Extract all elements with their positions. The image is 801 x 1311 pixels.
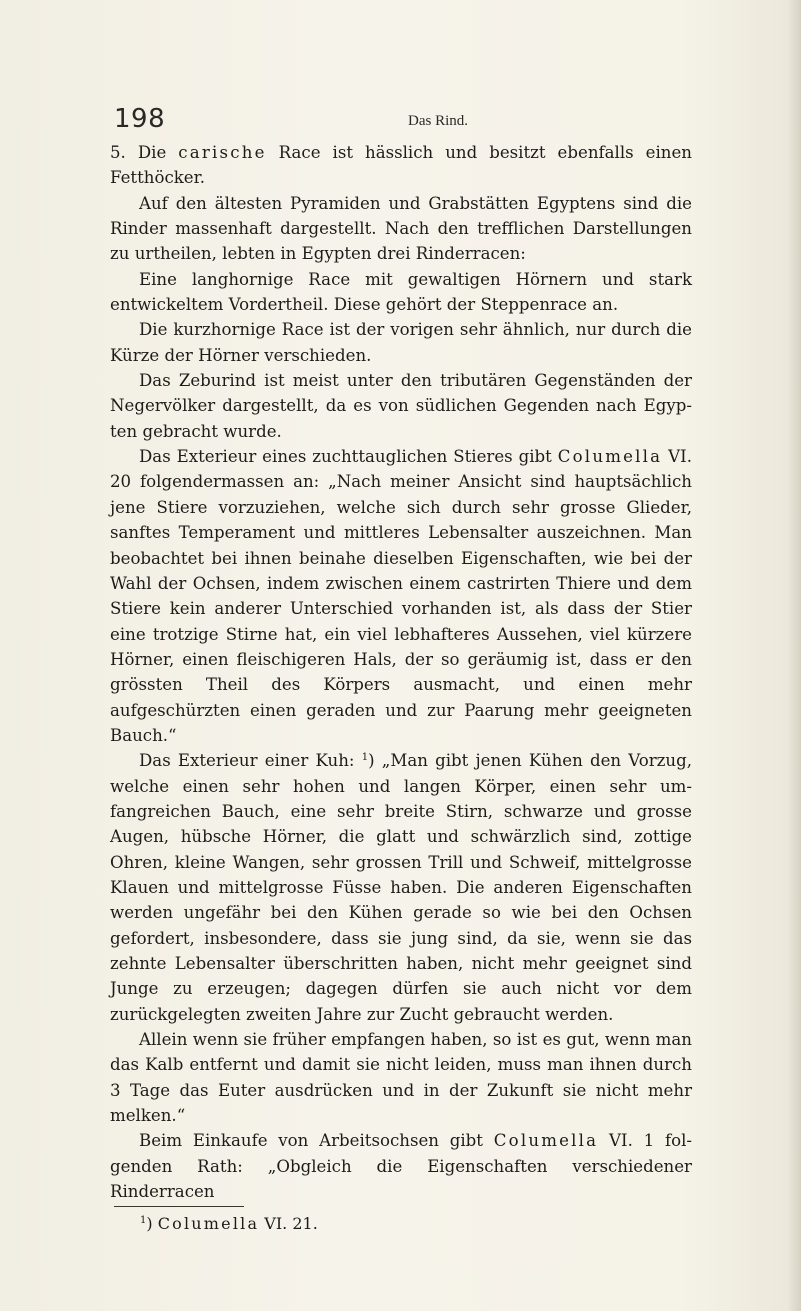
paragraph-exterieur-stier: Das Exterieur eines zuchttauglichen Stieres gibt Columella VI. 20 folgendermassen an: „Nach meiner Ansicht sind hauptsächlich jene Stiere vorzuziehen, welche sich durch sehr grosse Glieder, sanftes Temperament und mittleres Lebensalter auszeichnen. Man beobachtet bei ihnen beinahe dieselben Eigenschaften, wie bei der Wahl der Ochsen, indem zwischen einem castrirten Thiere und dem Stiere kein anderer Unterschied vorhanden ist, als dass der Stier eine trotzige Stirne hat, ein viel lebhafteres Aussehen, viel kürzere Hörner, einen fleischigeren Hals, der so geräumig ist, dass er den grössten Theil des Körpers ausmacht, und einen mehr aufgeschürzten einen geraden und zur Paarung mehr geeigneten Bauch.“ [110, 447, 692, 745]
paragraph-carische-race: 5. Die carische Race ist hässlich und besitzt ebenfalls einen Fetthöcker. [110, 143, 692, 188]
author-name: Columella [493, 1131, 599, 1151]
body-text [110, 140, 692, 1204]
page-number: 198 [114, 104, 166, 134]
footnote-number: 1 [140, 1215, 147, 1226]
footnote-author: Columella [157, 1214, 260, 1233]
footnote-rule [114, 1206, 244, 1207]
paragraph-arbeitsochsen: Beim Einkaufe von Arbeitsochsen gibt Columella VI. 1 folgenden Rath: „Obgleich die Eigenschaften verschiedener Rinderracen [110, 1131, 693, 1202]
paragraph-kurzhornige-race: Die kurzhornige Race ist der vorigen sehr ähnlich, nur durch die Kürze der Hörner verschieden. [110, 320, 692, 365]
footnote: $^1$) Columella VI. 21. [140, 1214, 318, 1233]
footnote-marker: 1 [361, 752, 369, 764]
paragraph-zeburind: Das Zeburind ist meist unter den tributären Gegenständen der Negervölker dargestellt, da es von südlichen Gegenden nach Egypten gebracht wurde. [110, 371, 692, 441]
paragraph-pyramiden: Auf den ältesten Pyramiden und Grabstätten Egyptens sind die Rinder massenhaft dargestellt. Nach den trefflichen Darstellungen zu urtheilen, lebten in Egypten drei Rinderracen: [110, 193, 692, 264]
paragraph-langhornige-race: Eine langhornige Race mit gewaltigen Hörnern und stark entwickeltem Vordertheil. Diese gehört der Steppenrace an. [110, 269, 692, 315]
page-edge-shadow [787, 0, 801, 1311]
paragraph-exterieur-kuh: Das Exterieur einer Kuh: $^1$) „Man gibt jenen Kühen den Vorzug, welche einen sehr hohen und langen Körper, einen sehr umfangreichen Bauch, eine sehr breite Stirn, schwarze und grosse Augen, hübsche Hörner, die glatt und schwärzlich sind, zottige Ohren, kleine Wangen, sehr grossen Trill und Schweif, mittelgrosse Klauen und mittelgrosse Füsse haben. Die anderen Eigenschaften werden ungefähr bei den Kühen gerade so wie bei den Ochsen gefordert, insbesondere, dass sie jung sind, da sie, wenn sie das zehnte Lebensalter überschritten haben, nicht mehr geeignet sind Junge zu erzeugen; dagegen dürfen sie auch nicht vor dem zurückgelegten zweiten Jahre zur Zucht gebraucht werden. [110, 751, 693, 1024]
page-header [114, 104, 694, 136]
spaced-term: carische [178, 143, 267, 162]
author-name: Columella [557, 447, 663, 467]
paragraph-kalb: Allein wenn sie früher empfangen haben, so ist es gut, wenn man das Kalb entfernt und damit sie nicht leiden, muss man ihnen durch 3 Tage das Euter ausdrücken und in der Zukunft sie nicht mehr melken.“ [110, 1030, 692, 1126]
running-head: Das Rind. [408, 113, 468, 129]
